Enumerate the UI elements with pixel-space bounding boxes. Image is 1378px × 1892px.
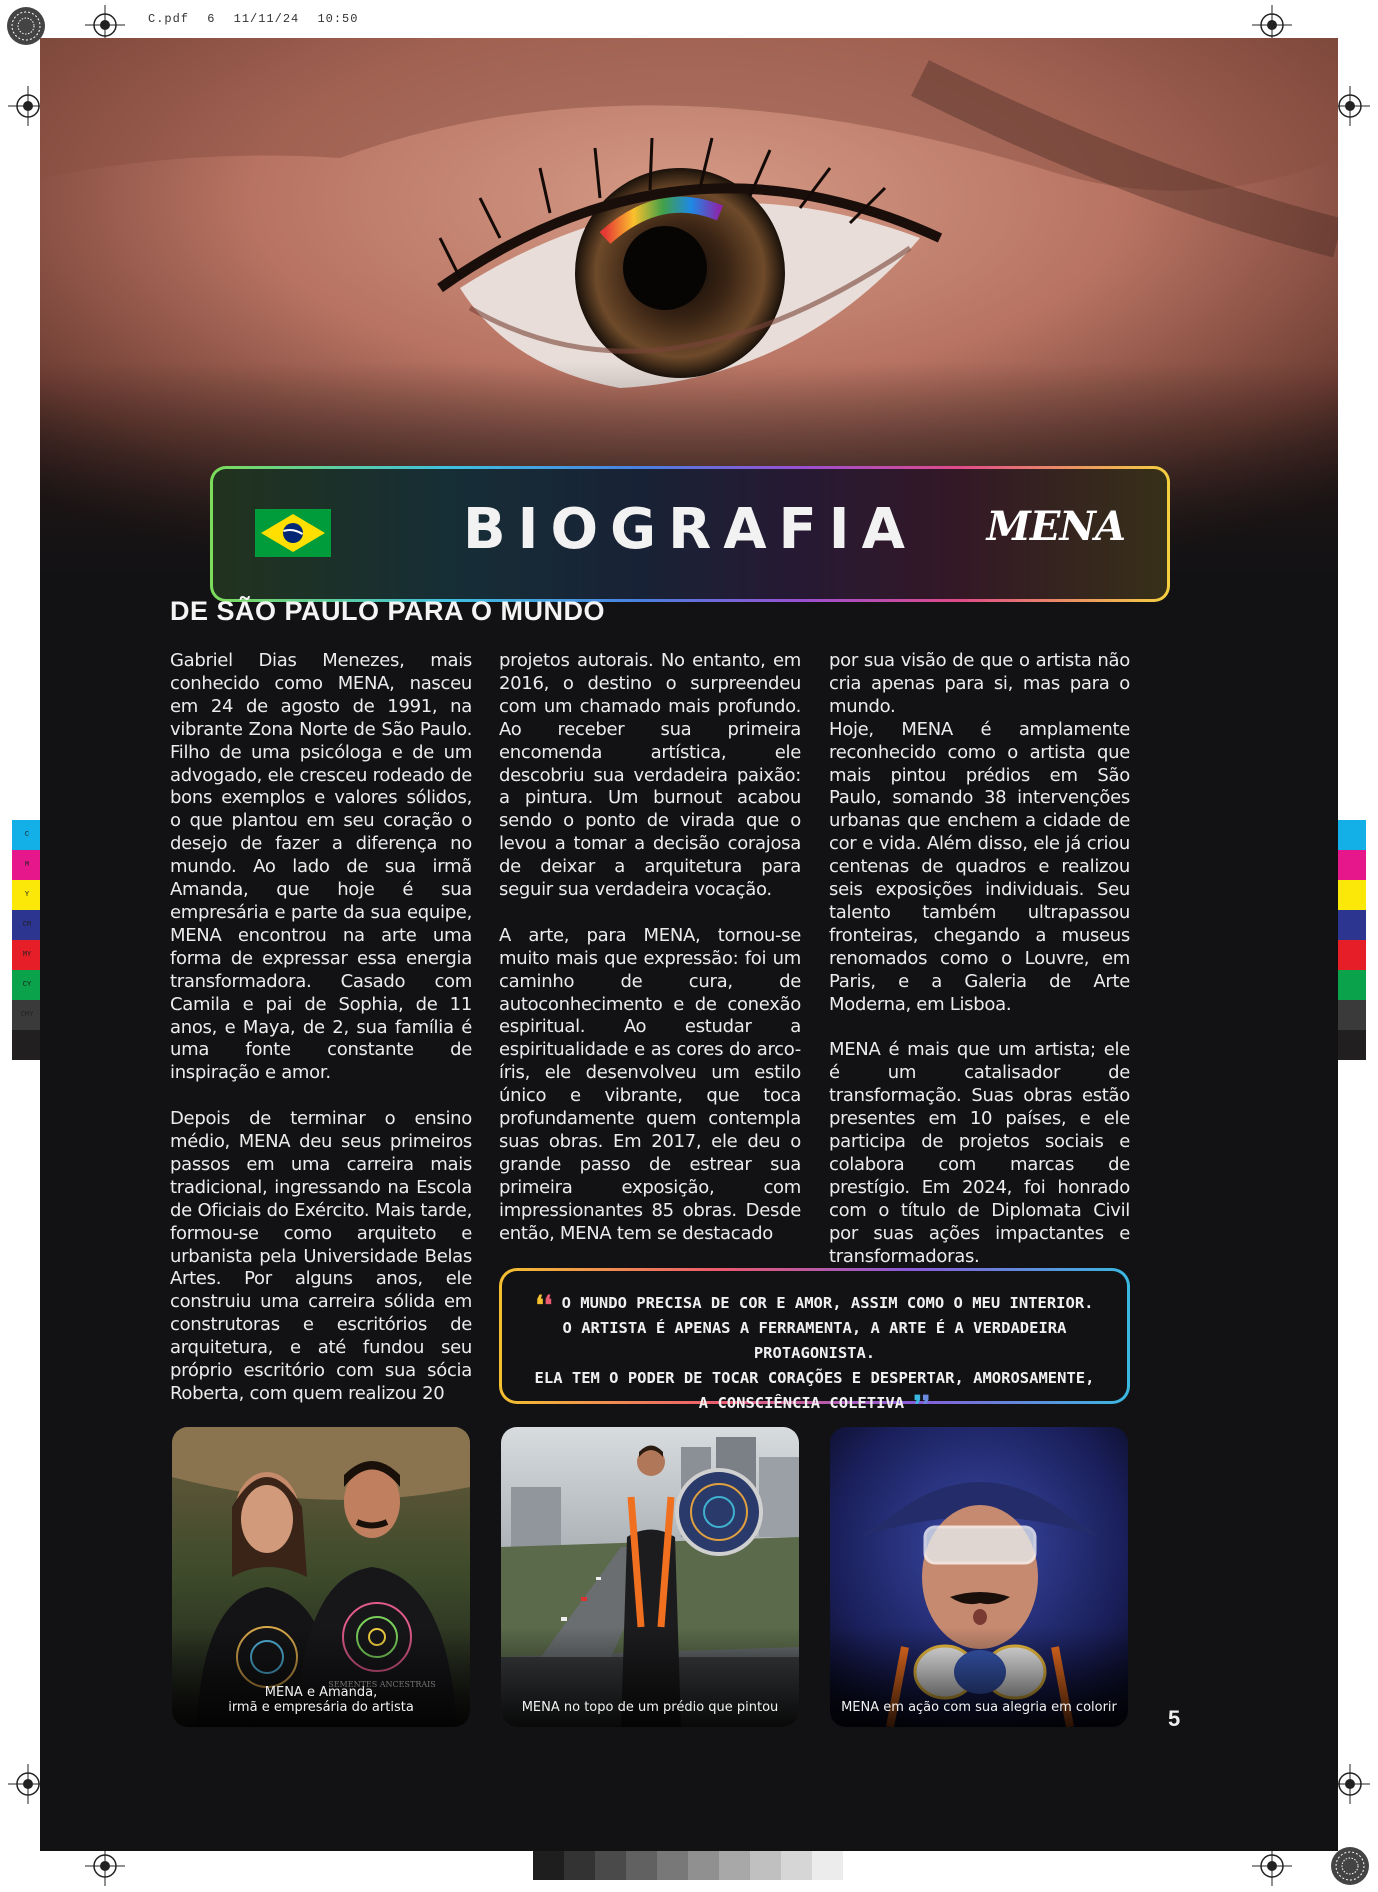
pull-quote <box>499 1268 1130 1421</box>
swatch-c: C <box>12 820 42 850</box>
text-column-1 <box>170 650 472 1429</box>
slug-date: 11/11/24 <box>233 12 300 26</box>
swatch-my <box>1336 940 1366 970</box>
swatch-k: K <box>12 1030 42 1060</box>
paragraph: A arte, para MENA, tornou-se muito mais que expressão: foi um caminho de cura, de autoconhecimento e de conexão espiritual. Ao estudar a espiritualidade e as cores do arco-íris, ele desenvolveu um estilo único e vibrante, que toca profundamente quem contempla suas obras. Em 2017, ele deu o grande passo de estrear sua primeira exposição, com impressionantes 85 obras. Desde então, MENA tem se destacado <box>499 924 801 1244</box>
swatch-cm: CM <box>12 910 42 940</box>
cmyk-strip-left <box>12 820 42 1060</box>
mena-logo: MENA <box>986 503 1125 550</box>
photo-mena-amanda <box>172 1427 470 1727</box>
page-title: BIOGRAFIA <box>463 497 917 562</box>
page-number: 5 <box>1168 1706 1181 1731</box>
swatch-cy: CY <box>12 970 42 1000</box>
paragraph: Gabriel Dias Menezes, mais conhecido como MENA, nasceu em 24 de agosto de 1991, na vibrante Zona Norte de São Paulo. Filho de uma psicóloga e de um advogado, ele cresceu rodeado de bons exemplos e valores sólidos, o que plantou em seu coração o desejo de fazer a diferença no mundo. Ao lado de sua irmã Amanda, que hoje é sua empresária e parte da sua equipe, MENA encontrou na arte uma forma de expressar essa energia transformadora. Casado com Camila e pai de Sophia, de 11 anos, e Maya, de 2, sua família é uma fonte constante de inspiração e amor. <box>170 650 472 1084</box>
text-column-2 <box>499 650 801 1268</box>
text-column-3 <box>829 650 1130 1291</box>
photo-caption <box>172 1685 470 1715</box>
slug-time: 10:50 <box>317 12 359 26</box>
close-quote-icon: ❜❜ <box>913 1391 931 1421</box>
swatch-c <box>1336 820 1366 850</box>
section-subtitle: DE SÃO PAULO PARA O MUNDO <box>170 596 606 626</box>
swatch-my: MY <box>12 940 42 970</box>
swatch-cmy: CMY <box>12 1000 42 1030</box>
grey-scale-bar <box>533 1850 843 1880</box>
title-banner <box>210 466 1170 602</box>
quote-line-1: O MUNDO PRECISA DE COR E AMOR, ASSIM COMO O MEU INTERIOR. <box>561 1294 1094 1312</box>
paragraph: projetos autorais. No entanto, em 2016, o destino o surpreendeu com um chamado mais profundo. Ao receber sua primeira encomenda artística, ele descobriu sua verdadeira paixão: a pintura. Um burnout acabou sendo o ponto de virada que o levou a tomar a decisão corajosa de deixar a arquitetura para seguir sua verdadeira vocação. <box>499 650 801 901</box>
slug-page: 6 <box>207 12 216 26</box>
photo-caption <box>830 1700 1128 1715</box>
paragraph: Hoje, MENA é amplamente reconhecido como o artista que mais pintou prédios em São Paulo, somando 38 intervenções urbanas que enchem a cidade de cor e vida. Além disso, ele já criou centenas de quadros e realizou seis exposições individuais. Seu talento também ultrapassou fronteiras, chegando a museus renomados como o Louvre, em Paris, e a Galeria de Arte Moderna, em Lisboa. <box>829 718 1130 1015</box>
paragraph: por sua visão de que o artista não cria apenas para si, mas para o mundo. <box>829 650 1130 717</box>
quote-line-3: ELA TEM O PODER DE TOCAR CORAÇÕES E DESPERTAR, AMOROSAMENTE, <box>534 1369 1095 1387</box>
caption-line-1: MENA e Amanda, <box>264 1685 378 1700</box>
photo-caption <box>501 1700 799 1715</box>
cmyk-strip-right <box>1336 820 1366 1060</box>
paragraph: MENA é mais que um artista; ele é um catalisador de transformação. Suas obras estão presentes em 10 países, e ele participa de projetos sociais e colabora com marcas de prestígio. Em 2024, foi honrado com o título de Diplomata Civil por suas ações impactantes e transformadoras. <box>829 1039 1130 1267</box>
swatch-y: Y <box>12 880 42 910</box>
quote-line-2: O ARTISTA É APENAS A FERRAMENTA, A ARTE É A VERDADEIRA PROTAGONISTA. <box>562 1319 1067 1362</box>
open-quote-icon: ❛❛ <box>535 1291 553 1321</box>
swatch-cm <box>1336 910 1366 940</box>
swatch-m <box>1336 850 1366 880</box>
swatch-k <box>1336 1030 1366 1060</box>
print-slug <box>148 12 358 26</box>
caption-line-2: irmã e empresária do artista <box>228 1700 414 1715</box>
swatch-cy <box>1336 970 1366 1000</box>
swatch-cmy <box>1336 1000 1366 1030</box>
swatch-y <box>1336 880 1366 910</box>
caption-line-1: MENA no topo de um prédio que pintou <box>521 1700 779 1715</box>
registration-mark-icon <box>1252 1846 1292 1886</box>
caption-line-1: MENA em ação com sua alegria em colorir <box>841 1700 1117 1715</box>
photo-mena-rooftop <box>501 1427 799 1727</box>
registration-mark-icon <box>85 1846 125 1886</box>
paragraph: Depois de terminar o ensino médio, MENA deu seus primeiros passos em uma carreira mais tradicional, ingressando na Escola de Oficiais do Exército. Mais tarde, formou-se como arquiteto e urbanista pela Universidade Belas Artes. Por alguns anos, ele construiu uma carreira sólida em construtoras e escritórios de arquitetura, e até fundou seu próprio escritório com sua sócia Roberta, com quem realizou 20 <box>170 1108 472 1404</box>
starburst-mark-icon <box>1330 1846 1370 1886</box>
quote-line-4: A CONSCIÊNCIA COLETIVA <box>698 1394 905 1412</box>
swatch-m: M <box>12 850 42 880</box>
photo-mena-painting <box>830 1427 1128 1727</box>
slug-file: C.pdf <box>148 12 190 26</box>
